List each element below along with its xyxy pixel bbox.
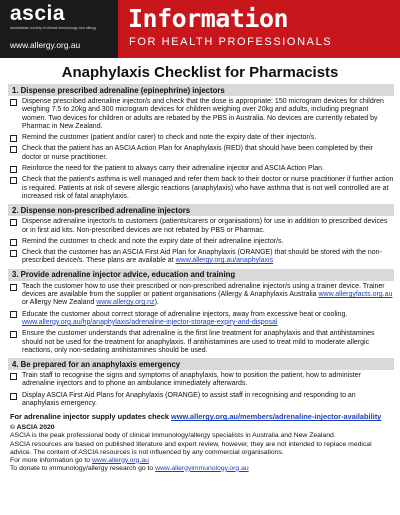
item-text: ). bbox=[154, 299, 159, 307]
checkbox[interactable] bbox=[10, 311, 17, 318]
item-text: Teach the customer how to use their prescribed or non-prescribed adrenaline injector/s using a trainer device. Trainer devices are available from the supplier or patient organisations (Allergy & Anaphylaxis Australia bbox=[22, 282, 385, 299]
checklist-item bbox=[10, 311, 394, 328]
footer-text: For more information go to bbox=[10, 456, 92, 464]
checklist-item bbox=[10, 330, 394, 355]
allergy-org-link[interactable]: www.allergy.org.au bbox=[91, 456, 149, 464]
item-text: Educate the customer about correct storage of adrenaline injectors, away from excessive heat or cooling. bbox=[22, 310, 348, 318]
item-text: Remind the customer to check and note the expiry date of their adrenaline injector/s. bbox=[22, 237, 284, 245]
checkbox[interactable] bbox=[10, 331, 17, 338]
checkbox[interactable] bbox=[10, 393, 17, 400]
checkbox[interactable] bbox=[10, 373, 17, 380]
checklist-item bbox=[10, 218, 394, 235]
logo-subtitle: australasian society of clinical immunology and allergy bbox=[10, 26, 97, 30]
info-banner bbox=[118, 0, 400, 58]
item-text-with-link bbox=[22, 249, 394, 266]
footer-line bbox=[10, 457, 394, 465]
allergy-nz-link[interactable]: www.allergy.org.nz bbox=[96, 299, 155, 307]
donate-link[interactable]: www.allergyimmunology.org.au bbox=[155, 464, 249, 472]
item-text: Train staff to recognise the signs and symptoms of anaphylaxis, how to position the patient, how to administer adrenaline injectors and to phone an ambulance immediately afterwards. bbox=[22, 372, 361, 388]
checkbox[interactable] bbox=[10, 239, 17, 246]
checklist-item bbox=[10, 134, 394, 142]
item-text-with-link bbox=[22, 283, 394, 308]
item-text: Dispense prescribed adrenaline injector/s and check that the dose is appropriate: 150 microgram devices for children weighing 7.5 to 20kg and 300 microgram devices for children weighing over 20kg and adults, including pregnant women. Two devices for children or adults are rebated by the PBS in Australia. No devices are currently rebated by Pharmac in New Zealand. bbox=[22, 98, 384, 130]
section-header: 2. Dispense non-prescribed adrenaline injectors bbox=[8, 204, 394, 216]
item-text: or Allergy New Zealand bbox=[22, 299, 97, 307]
footer-text: To donate to immunology/allergy research go to bbox=[10, 464, 156, 472]
checkbox[interactable] bbox=[10, 166, 17, 173]
section-header: 3. Provide adrenaline injector advice, education and training bbox=[8, 269, 394, 281]
checkbox[interactable] bbox=[10, 135, 17, 142]
checkbox[interactable] bbox=[10, 99, 17, 106]
item-text: Ensure the customer understands that adrenaline is the first line treatment for anaphylaxis and that antihistamines should not be used for the treatment for anaphylaxis. If antihistamines are used to treat mild to moderate allergic reactions, only non-sedating antihistamines should be used. bbox=[22, 330, 375, 354]
allergyfacts-link[interactable]: www.allergyfacts.org.au bbox=[318, 291, 393, 299]
anaphylaxis-link[interactable]: www.allergy.org.au/anaphylaxis bbox=[175, 257, 274, 265]
checklist-item bbox=[10, 145, 394, 162]
section-emergency bbox=[8, 358, 394, 408]
item-text: Dispense adrenaline injector/s to customers (patients/carers or organisations) for use in addition to prescribed devices or in first aid kits. Non-prescribed devices are not rebated by PBS or Pharmac. bbox=[22, 218, 388, 234]
footer bbox=[10, 424, 394, 473]
page-title: Anaphylaxis Checklist for Pharmacists bbox=[61, 64, 339, 81]
item-text: Check that the customer has an ASCIA First Aid Plan for Anaphylaxis (ORANGE) that should be stored with the non-prescribed device/s. These plans are available at bbox=[22, 249, 382, 265]
supply-updates bbox=[10, 412, 394, 421]
supply-link[interactable]: www.allergy.org.au/members/adrenaline-injector-availability bbox=[171, 412, 382, 422]
storage-link[interactable]: www.allergy.org.au/hp/anaphylaxis/adrenaline-injector-storage-expiry-and-disposal bbox=[22, 318, 278, 326]
supply-text: For adrenaline injector supply updates check bbox=[10, 412, 171, 422]
footer-line: ASCIA resources are based on published literature and expert review, however, they are not intended to replace medical advice. The content of ASCIA resources is not influenced by any commercial organisations. bbox=[10, 440, 372, 456]
checklist-item bbox=[10, 165, 394, 173]
logo-url[interactable]: www.allergy.org.au bbox=[10, 40, 81, 50]
copyright: © ASCIA 2020 bbox=[10, 424, 55, 432]
checklist-item bbox=[10, 283, 394, 308]
item-text: Check that the patient has an ASCIA Action Plan for Anaphylaxis (RED) that should have been completed by their doctor or nurse practitioner. bbox=[22, 145, 373, 161]
item-text: Reinforce the need for the patient to always carry their adrenaline injector and ASCIA Action Plan. bbox=[22, 165, 324, 173]
section-header: 1. Dispense prescribed adrenaline (epinephrine) injectors bbox=[8, 84, 394, 96]
checklist-content bbox=[8, 84, 394, 473]
checkbox[interactable] bbox=[10, 219, 17, 226]
section-dispense-prescribed bbox=[8, 84, 394, 201]
ascia-logo: ascia bbox=[10, 2, 66, 25]
item-text: Remind the customer (patient and/or carer) to check and note the expiry date of their injector/s. bbox=[22, 134, 317, 142]
checklist-item bbox=[10, 238, 394, 246]
checklist-item bbox=[10, 98, 394, 131]
checklist-item bbox=[10, 372, 394, 389]
checklist-item bbox=[10, 392, 394, 409]
checklist-item bbox=[10, 176, 394, 201]
checkbox[interactable] bbox=[10, 250, 17, 257]
checkbox[interactable] bbox=[10, 284, 17, 291]
footer-line: ASCIA is the peak professional body of clinical immunology/allergy specialists in Australia and New Zealand. bbox=[10, 432, 336, 440]
info-subtitle: FOR HEALTH PROFESSIONALS bbox=[129, 36, 333, 48]
section-dispense-non-prescribed bbox=[8, 204, 394, 265]
footer-line bbox=[10, 465, 394, 473]
ascia-logo-block bbox=[0, 0, 118, 58]
checklist-item bbox=[10, 249, 394, 266]
section-header: 4. Be prepared for an anaphylaxis emergency bbox=[8, 358, 394, 370]
item-text: Display ASCIA First Aid Plans for Anaphylaxis (ORANGE) to assist staff in recognising and responding to an anaphylaxis emergency. bbox=[22, 391, 356, 408]
item-text-with-link bbox=[22, 311, 394, 328]
checkbox[interactable] bbox=[10, 177, 17, 184]
checkbox[interactable] bbox=[10, 146, 17, 153]
info-title: Information bbox=[128, 4, 289, 33]
section-advice-training bbox=[8, 269, 394, 355]
header-banner bbox=[0, 0, 400, 58]
item-text: Check that the patient's asthma is well managed and refer them back to their doctor or nurse practitioner if further action is required. Patients at risk of severe allergic reactions (anaphylaxis) who have asthma that is not well controlled are at increased risk of fatal anaphylaxis. bbox=[22, 176, 394, 200]
